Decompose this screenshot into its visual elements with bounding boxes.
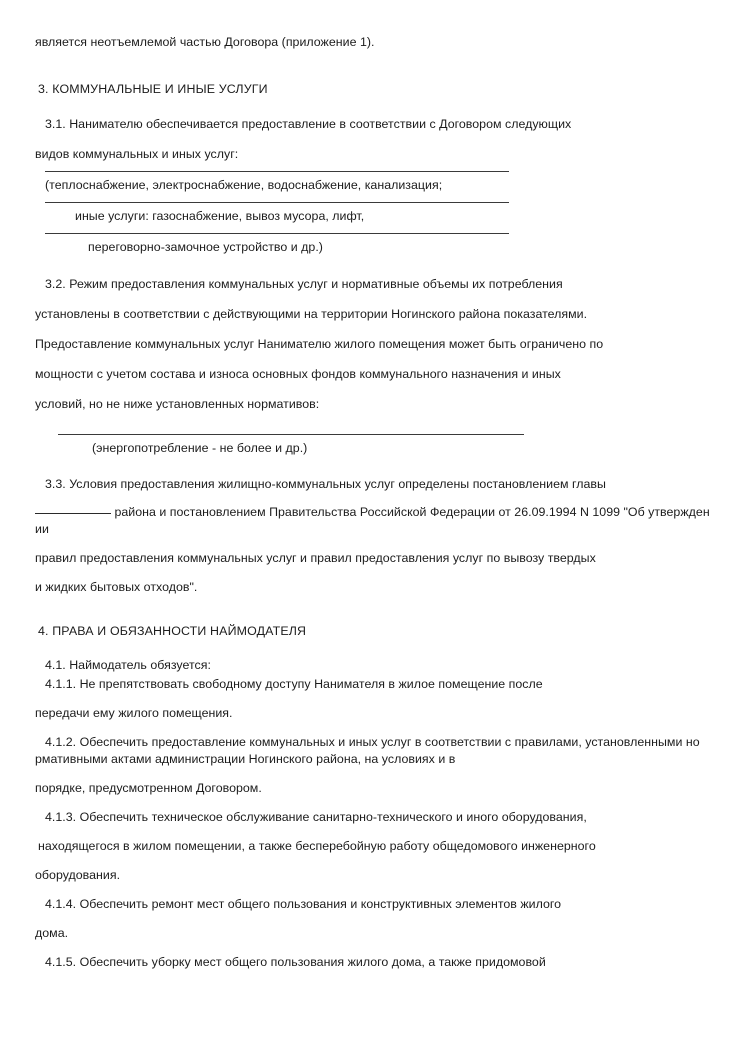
clause-4-1-2-line-2: рмативными актами администрации Ногинского района, на условиях и в — [35, 752, 456, 766]
clause-3-3-line-2 — [35, 505, 710, 520]
fill-in-caption-2: иные услуги: газоснабжение, вывоз мусора, лифт, — [75, 209, 365, 223]
clause-3-3-line-5: и жидких бытовых отходов". — [35, 580, 198, 594]
section-4-heading: 4. ПРАВА И ОБЯЗАННОСТИ НАЙМОДАТЕЛЯ — [38, 624, 307, 638]
clause-3-2-line-5: условий, но не ниже установленных нормативов: — [35, 397, 320, 411]
fill-in-caption-3: переговорно-замочное устройство и др.) — [88, 240, 323, 254]
fill-in-caption-4: (энергопотребление - не более и др.) — [92, 441, 308, 455]
intro-continuation-line: является неотъемлемой частью Договора (приложение 1). — [35, 35, 375, 49]
clause-3-3-line-4: правил предоставления коммунальных услуг и правил предоставления услуг по вывозу твердых — [35, 551, 596, 565]
fill-in-rule-4 — [58, 434, 524, 435]
fill-in-rule-2 — [45, 202, 509, 203]
clause-3-1-line-1: 3.1. Нанимателю обеспечивается предоставление в соответствии с Договором следующих — [45, 117, 572, 131]
clause-3-2-line-1: 3.2. Режим предоставления коммунальных услуг и нормативные объемы их потребления — [45, 277, 563, 291]
inline-blank-district[interactable] — [35, 513, 111, 514]
clause-4-1-2-line-1: 4.1.2. Обеспечить предоставление коммунальных и иных услуг в соответствии с правилами, установленными но — [45, 735, 700, 749]
clause-4-1-1-line-2: передачи ему жилого помещения. — [35, 706, 233, 720]
clause-4-1-3-line-1: 4.1.3. Обеспечить техническое обслуживание санитарно-технического и иного оборудования, — [45, 810, 587, 824]
clause-4-1-5-line-1: 4.1.5. Обеспечить уборку мест общего пользования жилого дома, а также придомовой — [45, 955, 546, 969]
clause-3-3-line-2-text: района и постановлением Правительства Российской Федерации от 26.09.1994 N 1099 "Об утвержден — [111, 505, 710, 519]
clause-4-1-3-line-2: находящегося в жилом помещении, а также бесперебойную работу общедомового инженерного — [38, 839, 596, 853]
clause-4-1-3-line-3: оборудования. — [35, 868, 121, 882]
clause-3-1-line-2: видов коммунальных и иных услуг: — [35, 147, 239, 161]
clause-4-1-4-line-1: 4.1.4. Обеспечить ремонт мест общего пользования и конструктивных элементов жилого — [45, 897, 562, 911]
clause-3-3-line-3: ии — [35, 522, 49, 536]
clause-4-1-2-line-3: порядке, предусмотренном Договором. — [35, 781, 262, 795]
clause-3-2-line-3: Предоставление коммунальных услуг Нанимателю жилого помещения может быть ограничено по — [35, 337, 604, 351]
clause-3-2-line-2: установлены в соответствии с действующими на территории Ногинского района показателями. — [35, 307, 588, 321]
clause-4-1-4-line-2: дома. — [35, 926, 69, 940]
fill-in-rule-1 — [45, 171, 509, 172]
section-3-heading: 3. КОММУНАЛЬНЫЕ И ИНЫЕ УСЛУГИ — [38, 82, 268, 96]
clause-4-1: 4.1. Наймодатель обязуется: — [45, 658, 211, 672]
clause-4-1-1-line-1: 4.1.1. Не препятствовать свободному доступу Нанимателя в жилое помещение после — [45, 677, 543, 691]
fill-in-caption-1: (теплоснабжение, электроснабжение, водоснабжение, канализация; — [45, 178, 443, 192]
fill-in-rule-3 — [45, 233, 509, 234]
clause-3-3-line-1: 3.3. Условия предоставления жилищно-коммунальных услуг определены постановлением главы — [45, 477, 606, 491]
clause-3-2-line-4: мощности с учетом состава и износа основных фондов коммунального назначения и иных — [35, 367, 561, 381]
